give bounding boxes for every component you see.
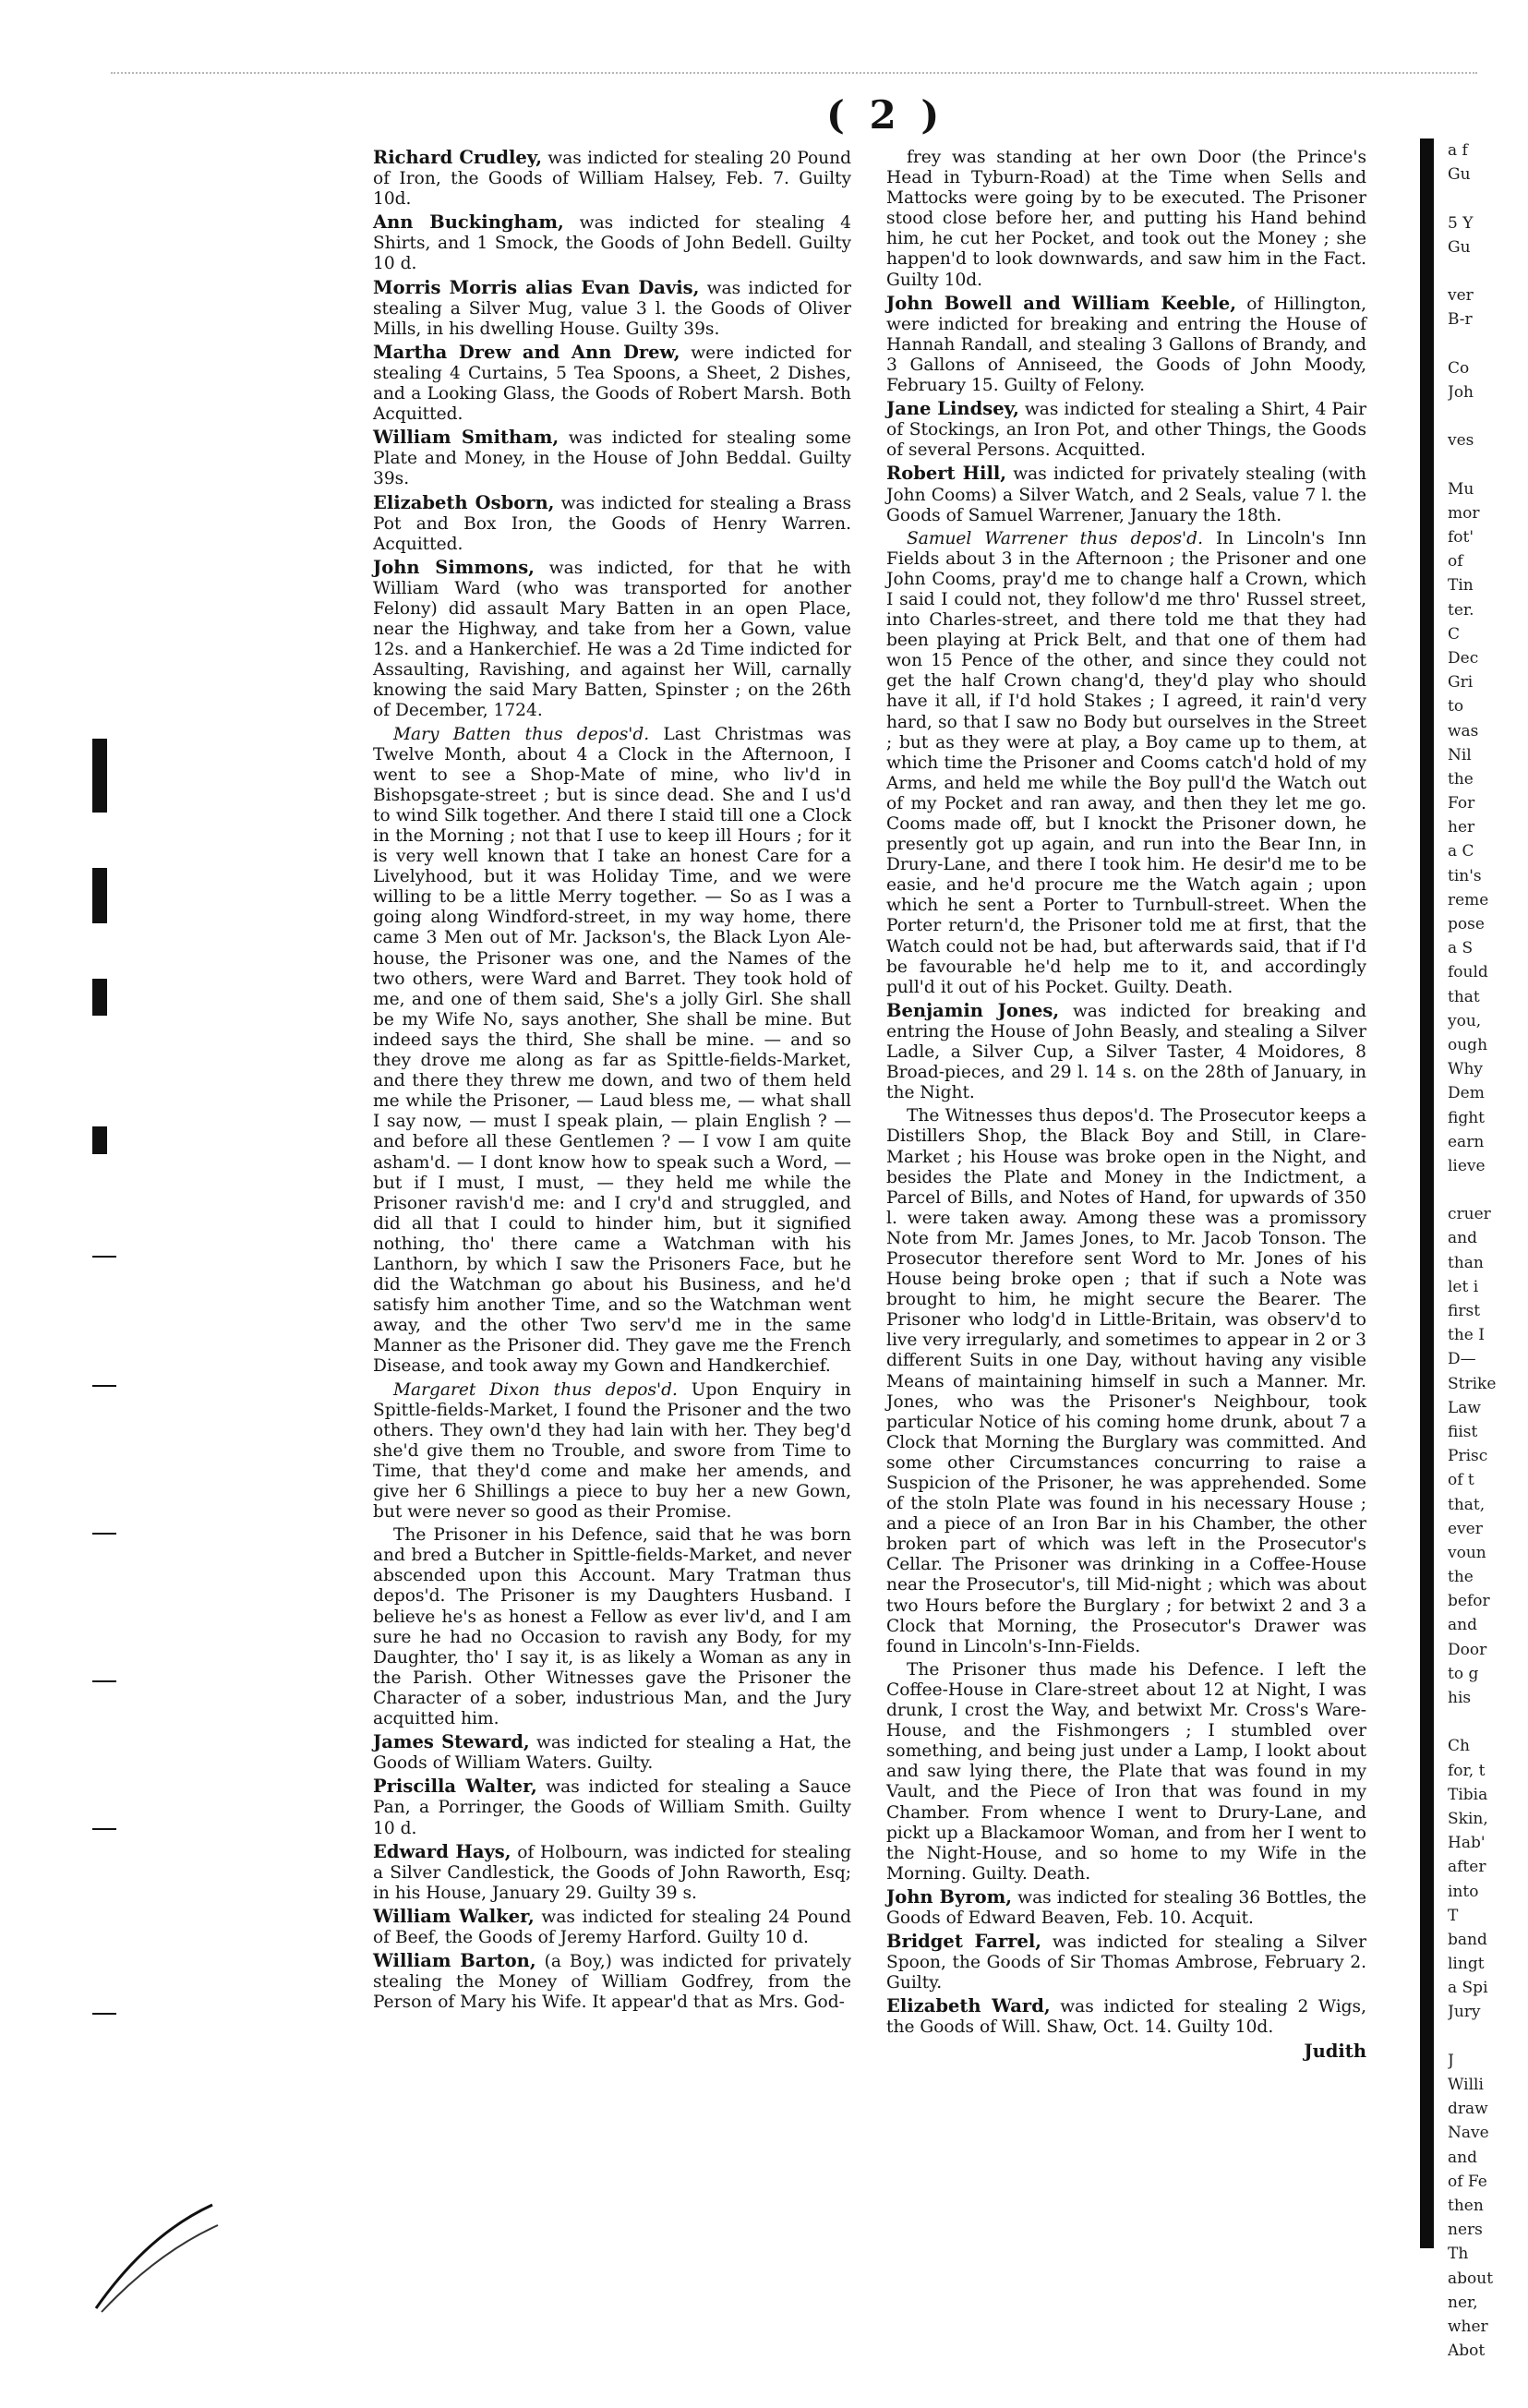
fragment-line: Nave	[1448, 2124, 1489, 2143]
fragment-line: reme	[1448, 890, 1489, 909]
deposition-text: The Witnesses thus depos'd. The Prosecutor keeps a Distillers Shop, the Black Boy and Still, in Clare-Market ; his House was broke open in the Night, and besides the Plate and Money in the Indictment, a Parcel of Bills, and Notes of Hand, for upwards of 350 l. were taken away. Among these was a promissory Note from Mr. James Jones, to Mr. Jacob Tonson. The Prosecutor therefore sent Word to Mr. Jones of his House being broke open ; that if such a Note was brought to him, he might secure the Bearer. The Prisoner who lodg'd in Little-Britain, was observ'd to live very irregularly, and sometimes to appear in 2 or 3 different Suits in one Day, without having any visible Means of maintaining himself in such a Manner. Mr. Jones, who was the Prisoner's Neighbour, took particular Notice of his coming home drunk, about 7 a Clock that Morning the Burglary was committed. And some other Circumstances concurring to raise a Suspicion of the Prisoner, he was apprehended. Some of the stoln Plate was found in his necessary House ; and a piece of an Iron Bar in his Chamber, the other broken part of which was left in the Prosecutor's Cellar. The Prisoner was drinking in a Coffee-House near the Prosecutor's, till Mid-night ; which was about two Hours before the Burglary ; for betwixt 2 and 3 a Clock that Morning, the Prosecutor's Drawer was found in Lincoln's-Inn-Fields.	[886, 1106, 1366, 1656]
trial-entry	[373, 212, 851, 274]
fragment-line: a S	[1448, 939, 1474, 958]
fragment-line: ver	[1448, 286, 1474, 306]
entry-text: were indicted for stealing 4 Curtains, 5 Tea Spoons, a Sheet, 2 Dishes, and a Looking Glass, the Goods of Robert Marsh. Both Acquitted.	[373, 343, 852, 425]
entry-text: was indicted for stealing 36 Bottles, the Goods of Edward Beaven, Feb. 10. Acquit.	[886, 1887, 1366, 1928]
trial-entry	[886, 1932, 1366, 1993]
entry-text: was indicted for stealing 24 Pound of Beef, the Goods of Jeremy Harford. Guilty 10 d.	[373, 1907, 851, 1947]
trial-entry	[373, 278, 851, 340]
fragment-line: a C	[1448, 842, 1474, 861]
fragment-line: into	[1448, 1882, 1479, 1901]
fragment-line: Tibia	[1448, 1785, 1488, 1804]
fragment-line: Law	[1448, 1398, 1481, 1417]
fragment-line: mor	[1448, 503, 1480, 523]
fragment-line: Co	[1448, 358, 1470, 378]
fragment-line: to	[1448, 697, 1464, 716]
defendant-name: William Walker,	[373, 1905, 535, 1927]
fragment-line: Joh	[1448, 382, 1474, 402]
entry-text: was indicted for stealing a Brass Pot and Box Iron, the Goods of Henry Warren. Acquitted.	[373, 493, 851, 554]
fragment-line: Th	[1448, 2245, 1469, 2264]
fragment-line: wher	[1448, 2317, 1488, 2336]
fragment-line: Gu	[1448, 237, 1471, 257]
deposition-text: The Prisoner thus made his Defence. I left the Coffee-House in Clare-street about 12 at Night, I was drunk, I crost the Way, and betwixt Mr. Cross's Ware-House, and the Fishmongers ; I stumbled over something, and being just under a Lamp, I lookt about and saw lying there, the Plate that was found in my Vault, and the Piece of Iron that was found in my Chamber. From whence I went to Drury-Lane, and pickt up a Blackamoor Woman, and from her I went to the Night-House, and so home to my Wife in the Morning. Guilty. Death.	[886, 1659, 1366, 1884]
fragment-line: for, t	[1448, 1761, 1486, 1780]
fragment-line: ner,	[1448, 2293, 1478, 2312]
defendant-name: John Byrom,	[886, 1885, 1013, 1908]
fragment-line: befor	[1448, 1592, 1490, 1611]
defendant-name: Robert Hill,	[886, 463, 1007, 485]
fragment-line: of Fe	[1448, 2172, 1487, 2191]
fragment-line: that,	[1448, 1495, 1486, 1514]
fragment-line: earn	[1448, 1132, 1485, 1151]
trial-entry	[373, 1907, 851, 1948]
fragment-line: C	[1448, 624, 1461, 644]
trial-entry	[373, 1842, 851, 1904]
fragment-line: and	[1448, 1616, 1477, 1635]
entry-text: was indicted for stealing a Hat, the Goods of William Waters. Guilty.	[373, 1733, 851, 1774]
fragment-line: Skin,	[1448, 1809, 1488, 1828]
fragment-line: and	[1448, 2148, 1477, 2167]
deposition	[373, 1525, 851, 1729]
scan-edge	[111, 72, 1477, 83]
fragment-line: fight	[1448, 1108, 1486, 1127]
fragment-line	[1448, 1178, 1528, 1202]
fragment-line: Jury	[1448, 2003, 1481, 2022]
witness-lead: Mary Batten thus depos'd.	[393, 724, 650, 744]
entry-text: of Holbourn, was indicted for stealing a Silver Candlestick, the Goods of John Raworth, Esq; in his House, January 29. Guilty 39 s.	[373, 1842, 852, 1903]
fragment-line	[1448, 452, 1528, 476]
trial-entry	[373, 493, 851, 555]
witness-lead: Margaret Dixon thus depos'd.	[393, 1379, 678, 1400]
deposition	[373, 1380, 851, 1523]
fragment-line: Nil	[1448, 745, 1472, 765]
middle-column	[886, 148, 1366, 2065]
entry-text: was indicted for stealing 2 Wigs, the Goods of Will. Shaw, Oct. 14. Guilty 10d.	[886, 1997, 1366, 2038]
trial-entry	[373, 343, 851, 425]
fragment-line: Dec	[1448, 648, 1479, 668]
fragment-line: Why	[1448, 1060, 1484, 1079]
defendant-name: Priscilla Walter,	[373, 1776, 537, 1798]
entry-text: was indicted, for that he with William Ward (who was transported for another Felony) did assault Mary Batten in an open Place, near the Highway, and take from her a Gown, value 12s. and a Hankerchief. He was a 2d Time indicted for Assaulting, Ravishing, and against her Will, carnally knowing the said Mary Batten, Spinster ; on the 26th of December, 1724.	[373, 558, 851, 721]
entry-text: was indicted for stealing 20 Pound of Iron, the Goods of William Halsey, Feb. 7. Guilty 10d.	[373, 149, 852, 210]
fragment-line: ough	[1448, 1035, 1488, 1054]
fragment-line: Dem	[1448, 1084, 1485, 1103]
catchword	[886, 2041, 1366, 2063]
fragment-line	[1448, 404, 1528, 428]
defendant-name: Jane Lindsey,	[886, 398, 1019, 420]
fragment-line: ever	[1448, 1519, 1483, 1538]
fragment-line: Mu	[1448, 479, 1474, 499]
fragment-line: Hab'	[1448, 1834, 1486, 1853]
fragment-line: about	[1448, 2269, 1494, 2288]
defendant-name: James Steward,	[373, 1731, 530, 1753]
trial-entry	[886, 464, 1366, 525]
defendant-name: Edward Hays,	[373, 1840, 511, 1862]
deposition-text: Upon Enquiry in Spittle-fields-Market, I found the Prisoner and the two others. They own'd they had lain with her. They beg'd she'd give them no Trouble, and swore from Time to Time, that they'd come and make her amends, and give her 6 Shillings a piece to buy her a new Gown, but were never so good as their Promise.	[373, 1379, 851, 1523]
fragment-line: ter.	[1448, 600, 1474, 620]
fragment-line	[1448, 187, 1528, 211]
defendant-name: Benjamin Jones,	[886, 999, 1060, 1021]
entry-text: was indicted for stealing 4 Shirts, and 1 Smock, the Goods of John Bedell. Guilty 10 d.	[373, 213, 852, 274]
fragment-line: a Spi	[1448, 1979, 1488, 1998]
defendant-name: Elizabeth Ward,	[886, 1995, 1051, 2017]
defendant-name: John Bowell and William Keeble,	[886, 292, 1237, 314]
fragment-line: his	[1448, 1689, 1472, 1707]
entry-text: was indicted for stealing a Shirt, 4 Pair of Stockings, an Iron Pot, and other Things, the Goods of several Persons. Acquitted.	[886, 400, 1367, 461]
deposition-text: Last Christmas was Twelve Month, about 4 a Clock in the Afternoon, I went to see a Shop-Mate of mine, who liv'd in Bishopsgate-street ; but is since dead. She and I us'd to wind Silk together. And there I staid till one a Clock in the Morning ; not that I use to keep ill Hours ; for it is very well known that I take an honest Care for a Livelyhood, but it was Holiday Time, and we were willing to be a little Merry together. — So as I was a going along Windford-street, in my way home, there came 3 Men out of Mr. Jackson's, the Black Lyon Ale-house, the Prisoner was one, and the Names of the two others, were Ward and Barret. They took hold of me, and one of them said, She's a jolly Girl. She shall be my Wife No, says another, She shall be mine. But indeed says the third, She shall be mine. — and so they drove me along as far as Spittle-fields-Market, and there they threw me down, and two of them held me while the Prisoner, — Laud bless me, — what shall I say now, — must I speak plain, — plain English ? — and before all these Gentlemen ? — I vow I am quite asham'd. — I dont know how to speak such a Word, — but if I must, I must, — they held me while the Prisoner ravish'd me: and I cry'd and struggled, and did all that I could to hinder him, but it signified nothing, tho' there came a Watchman with his Lanthorn, by which I saw the Prisoners Face, but he did the Watchman go about his Business, and he'd satisfy him another Time, and so the Watchman went away, and the other Two serv'd me in the same Manner as the Prisoner did. They gave me the French Disease, and took away my Gown and Handkerchief.	[373, 724, 852, 1377]
paper-curl-mark	[92, 2197, 222, 2318]
fragment-line: and	[1448, 1229, 1477, 1248]
fragment-line: let i	[1448, 1277, 1479, 1296]
trial-entry	[886, 1996, 1366, 2038]
fragment-line: the	[1448, 1568, 1474, 1587]
fragment-line: For	[1448, 794, 1475, 813]
binding-shadow	[1420, 138, 1434, 2248]
fragment-line: that	[1448, 987, 1480, 1006]
fragment-line: the	[1448, 769, 1474, 789]
margin-marks	[92, 739, 114, 2124]
fragment-line: tin's	[1448, 866, 1482, 885]
page-number: ( 2 )	[826, 92, 945, 138]
fragment-line	[1448, 259, 1528, 283]
fragment-line: was	[1448, 721, 1479, 740]
trial-entry	[373, 558, 851, 722]
defendant-name: Martha Drew and Ann Drew,	[373, 341, 680, 363]
fragment-line: Gu	[1448, 165, 1471, 185]
defendant-name: John Simmons,	[373, 556, 535, 578]
deposition-text: The Prisoner in his Defence, said that he was born and bred a Butcher in Spittle-fields-Market, and never abscended upon this Account. Mary Tratman thus depos'd. The Prisoner is my Daughters Husband. I believe he's as honest a Fellow as ever liv'd, and I am sure he had no Occasion to ravish any Body, for my Daughter, tho' I say it, is as likely a Woman as any in the Parish. Other Witnesses gave the Prisoner the Character of a sober, industrious Man, and the Jury acquitted him.	[373, 1525, 851, 1729]
fragment-line: voun	[1448, 1543, 1486, 1562]
fragment-line: Willi	[1448, 2076, 1484, 2094]
defendant-name: Elizabeth Osborn,	[373, 491, 555, 513]
deposition-text: In Lincoln's Inn Fields about 3 in the Afternoon ; the Prisoner and one John Cooms, pray'd me to change half a Crown, which I said I could not, they follow'd me thro' Russel street, into Charles-street, and there told me that they had been playing at Prick Belt, and that one of them had won 15 Pence of the other, and since they could not get the half Crown chang'd, they'd play who should have it all, if I'd hold Stakes ; I agreed, it rain'd very hard, so that I saw no Body but ourselves in the Street ; but as they were at play, a Boy came up to them, at which time the Prisoner and Cooms catch'd hold of my Arms, and held me while the Boy pull'd the Watch out of my Pocket and ran away, and then they let me go. Cooms made off, but I knockt the Prisoner down, he presently got up again, and run into the Bear Inn, in Drury-Lane, and there I took him. He desir'd me to be easie, and he'd procure me the Watch again ; upon which he sent a Porter to Turnbull-street. When the Porter return'd, the Prisoner told me at first, that the Watch could not be had, but afterwards said, that if I'd be favourable he'd help me to it, and accordingly pull'd it out of his Pocket. Guilty. Death.	[886, 528, 1366, 997]
fragment-line	[1448, 332, 1528, 356]
fragment-line: fiist	[1448, 1422, 1478, 1441]
fragment-line: cruer	[1448, 1205, 1491, 1224]
trial-entry	[886, 1887, 1366, 1929]
fragment-line: Abot	[1448, 2342, 1486, 2361]
left-column	[373, 148, 851, 2016]
fragment-line: Tin	[1448, 576, 1474, 596]
defendant-name: Ann Buckingham,	[373, 211, 564, 234]
trial-entry	[373, 1776, 851, 1838]
fragment-line: a f	[1448, 141, 1468, 160]
entry-text: was indicted for privately stealing (with John Cooms) a Silver Watch, and 2 Seals, value 7 l. the Goods of Samuel Warrener, January the 18th.	[886, 464, 1366, 525]
entry-text: was indicted for stealing some Plate and Money, in the House of John Beddal. Guilty 39s.	[373, 428, 852, 489]
fragment-line: Prisc	[1448, 1447, 1488, 1466]
fragment-line: J	[1448, 2051, 1454, 2070]
fragment-line: ves	[1448, 431, 1474, 451]
fragment-line: fot'	[1448, 528, 1474, 547]
fragment-line: you,	[1448, 1011, 1482, 1030]
fragment-line: pose	[1448, 915, 1485, 933]
trial-entry	[373, 148, 851, 210]
entry-text: was indicted for stealing a Sauce Pan, a Porringer, the Goods of William Smith. Guilty 10 d.	[373, 1777, 851, 1838]
fragment-line: D—	[1448, 1350, 1476, 1369]
fragment-line: B-r	[1448, 310, 1473, 330]
defendant-name: Morris Morris alias Evan Davis,	[373, 276, 700, 298]
fragment-line: the I	[1448, 1326, 1485, 1345]
trial-entry	[886, 399, 1366, 461]
fragment-line	[1448, 1710, 1528, 1734]
catchword-text: Judith	[1304, 2040, 1366, 2062]
fragment-line: of	[1448, 552, 1463, 572]
entry-text: (a Boy,) was indicted for privately stealing the Money of William Godfrey, from the Person of Mary his Wife. It appear'd that as Mrs. God-	[373, 1952, 852, 2013]
deposition	[373, 725, 851, 1378]
fragment-line: lieve	[1448, 1156, 1486, 1175]
fragment-line: draw	[1448, 2100, 1488, 2119]
trial-entry	[886, 1001, 1366, 1103]
fragment-line	[1448, 2025, 1528, 2049]
deposition-text: frey was standing at her own Door (the Prince's Head in Tyburn-Road) at the Time when Sells and Mattocks were going by to be executed. The Prisoner stood close before her, and putting his Hand behind him, he cut her Pocket, and took out the Money ; she happen'd to look downwards, and saw him in the Fact. Guilty 10d.	[886, 148, 1366, 290]
fragment-line: to g	[1448, 1664, 1479, 1683]
defendant-name: Bridget Farrel,	[886, 1931, 1042, 1953]
trial-entry	[373, 1732, 851, 1774]
entry-text: was indicted for breaking and entring the House of John Beasly, and stealing a Silver Ladle, a Silver Cup, a Silver Taster, 4 Moidores, 8 Broad-pieces, and 29 l. 14 s. on the 28th of January, in the Night.	[886, 1001, 1366, 1103]
trial-entry	[373, 1951, 851, 2013]
entry-text: was indicted for stealing a Silver Mug, value 3 l. the Goods of Oliver Mills, in his dwelling House. Guilty 39s.	[373, 278, 851, 339]
fragment-line: after	[1448, 1858, 1486, 1877]
entry-text: of Hillington, were indicted for breaking and entring the House of Hannah Randall, and stealing 3 Gallons of Brandy, and 3 Gallons of Anniseed, the Goods of John Moody, February 15. Guilty of Felony.	[886, 294, 1366, 396]
fragment-line: fould	[1448, 963, 1488, 982]
defendant-name: William Smitham,	[373, 427, 559, 449]
fragment-line: Door	[1448, 1640, 1487, 1659]
deposition	[886, 529, 1366, 998]
witness-lead: Samuel Warrener thus depos'd.	[907, 528, 1203, 548]
defendant-name: William Barton,	[373, 1950, 536, 1972]
trial-entry	[373, 427, 851, 489]
fragment-line: lingt	[1448, 1955, 1485, 1974]
defendant-name: Richard Crudley,	[373, 147, 543, 168]
adjacent-page-fragments	[1448, 138, 1528, 2363]
fragment-line: 5 Y	[1448, 213, 1474, 233]
deposition	[886, 1106, 1366, 1657]
deposition	[886, 1660, 1366, 1884]
fragment-line: than	[1448, 1253, 1484, 1272]
fragment-line: Gri	[1448, 673, 1474, 692]
fragment-line: ners	[1448, 2221, 1483, 2240]
fragment-line: her	[1448, 818, 1475, 837]
entry-text: was indicted for stealing a Silver Spoon, the Goods of Sir Thomas Ambrose, February 2. Guilty.	[886, 1932, 1366, 1993]
fragment-line: first	[1448, 1302, 1481, 1320]
fragment-line: then	[1448, 2196, 1484, 2215]
fragment-line: of t	[1448, 1471, 1474, 1490]
fragment-line: Ch	[1448, 1737, 1470, 1756]
deposition	[886, 148, 1366, 291]
trial-entry	[886, 294, 1366, 396]
fragment-line: Strike	[1448, 1374, 1497, 1393]
fragment-line: band	[1448, 1930, 1487, 1949]
fragment-line: T	[1448, 1906, 1459, 1925]
